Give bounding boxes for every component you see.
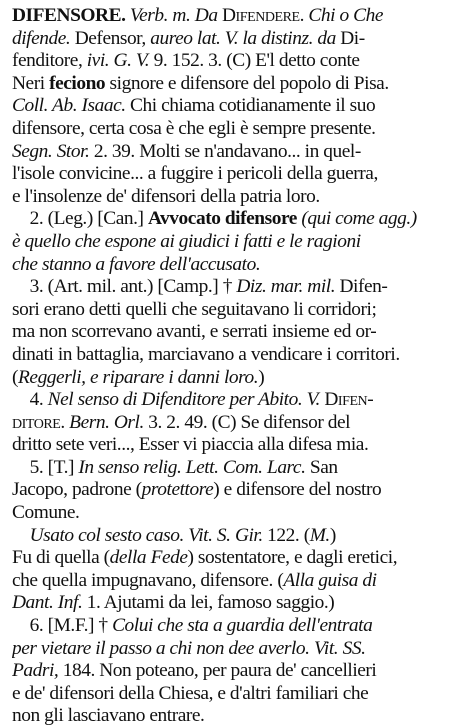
- text-segment: Difen-: [319, 389, 374, 411]
- text-segment: Colui che sta a guardia dell'entrata: [112, 615, 373, 637]
- text-line: [12, 321, 463, 344]
- text-line: [12, 141, 463, 164]
- text-segment: Jacopo, padrone (: [12, 479, 142, 501]
- text-segment: San: [305, 456, 338, 478]
- text-segment: Diz. mar. mil.: [236, 276, 336, 298]
- text-segment: 5. [T.]: [12, 456, 79, 478]
- text-segment: non gli lasciavano entrare.: [12, 705, 205, 727]
- text-line: [12, 412, 463, 435]
- text-segment: 4.: [12, 389, 48, 411]
- text-segment: Bern. Orl.: [69, 411, 144, 433]
- text-segment: Alla guisa di: [283, 569, 377, 591]
- text-segment: feciono: [49, 72, 106, 94]
- text-segment: per vietare il passo a chi non dee averlo. Vit. SS.: [12, 637, 366, 659]
- text-line: [12, 276, 463, 299]
- text-segment: Chi o Che: [308, 5, 383, 26]
- text-segment: Fu di quella (: [12, 547, 110, 569]
- text-segment: ): [258, 366, 265, 388]
- text-segment: è quello che espone ai giudici i fatti e le ragioni: [12, 230, 361, 252]
- text-segment: Avvocato difensore: [147, 208, 297, 230]
- text-segment: .: [299, 5, 309, 26]
- text-segment: e l'insolenze de' difensori della patria loro.: [12, 185, 320, 207]
- text-line: [12, 28, 463, 51]
- text-line: [12, 660, 463, 683]
- text-line: [12, 389, 463, 412]
- text-segment: Chi chiama cotidianamente il suo: [125, 95, 376, 117]
- text-segment: e de' difensori della Chiesa, e d'altri familiari che: [12, 682, 369, 704]
- text-line: [12, 344, 463, 367]
- text-segment: ma non scorrevano avanti, e serrati insieme ed or-: [12, 321, 377, 343]
- text-line: [12, 705, 463, 728]
- text-segment: (qui come agg.): [296, 208, 417, 230]
- text-segment: dritto sete veri..., Esser vi piaccia alla difesa mia.: [12, 434, 369, 456]
- text-line: [12, 547, 463, 570]
- text-line: [12, 615, 463, 638]
- text-segment: l'isole convicine... a fuggire i pericoli della guerra,: [12, 163, 378, 185]
- text-line: [12, 434, 463, 457]
- text-segment: che stanno a favore dell'accusato.: [12, 253, 261, 275]
- text-segment: 1. Ajutami da lei, famoso saggio.): [82, 592, 335, 614]
- text-segment: ): [329, 524, 336, 546]
- text-line: [12, 592, 463, 615]
- text-segment: aureo lat. V. la distinz. da: [150, 27, 336, 49]
- text-line: [12, 50, 463, 73]
- text-segment: .: [60, 411, 70, 433]
- text-segment: difensore, certa cosa è che egli è sempre presente.: [12, 117, 376, 139]
- text-segment: Difendere: [221, 5, 300, 26]
- text-segment: M.: [309, 524, 330, 546]
- text-line: [12, 570, 463, 593]
- text-segment: protettore: [141, 479, 214, 501]
- text-segment: Reggerli, e riparare i danni loro.: [18, 366, 259, 388]
- text-segment: 122. (: [262, 524, 310, 546]
- text-segment: Usato col sesto caso. Vit. S. Gir.: [29, 524, 263, 546]
- text-line: [12, 118, 463, 141]
- text-line: [12, 186, 463, 209]
- text-segment: Defensor,: [70, 27, 151, 49]
- text-segment: In senso relig. Lett. Com. Larc.: [78, 456, 306, 478]
- text-segment: 184. Non poteano, per paura de' cancellieri: [58, 660, 377, 682]
- text-segment: Comune.: [12, 502, 80, 524]
- text-line: [12, 5, 463, 28]
- text-segment: Verb. m. Da: [129, 5, 222, 26]
- text-segment: 6. [M.F.] †: [12, 615, 113, 637]
- text-segment: Coll. Ab. Isaac.: [12, 95, 126, 117]
- text-segment: DIFENSORE.: [12, 5, 126, 26]
- text-line: [12, 367, 463, 390]
- text-segment: ) sostentatore, e dagli eretici,: [187, 547, 398, 569]
- text-line: [12, 525, 463, 548]
- text-line: [12, 457, 463, 480]
- text-segment: Segn. Stor.: [12, 140, 90, 162]
- text-line: [12, 479, 463, 502]
- text-segment: 9. 152. 3. (C) E'l detto conte: [149, 50, 360, 72]
- text-segment: signore e difensore del popolo di Pisa.: [105, 72, 389, 94]
- text-segment: [12, 525, 30, 546]
- text-segment: Nel senso di Difenditore per Abito. V.: [47, 389, 320, 411]
- text-line: [12, 73, 463, 96]
- text-segment: 3. (Art. mil. ant.) [Camp.] †: [12, 276, 237, 298]
- text-segment: Padri,: [12, 660, 59, 682]
- text-line: [12, 163, 463, 186]
- text-segment: ) e difensore del nostro: [213, 479, 382, 501]
- text-segment: 3. 2. 49. (C) Se difensor del: [143, 411, 351, 433]
- entry-difensore-text: [12, 5, 463, 728]
- text-segment: (: [12, 366, 19, 388]
- text-line: [12, 95, 463, 118]
- text-line: [12, 502, 463, 525]
- text-segment: ivi. G. V.: [86, 50, 150, 72]
- text-segment: difende.: [12, 27, 71, 49]
- text-segment: sori erano detti quelli che seguitavano li corridori;: [12, 298, 377, 320]
- text-line: [12, 254, 463, 277]
- text-line: [12, 208, 463, 231]
- text-segment: 2. 39. Molti se n'andavano... in quel-: [89, 140, 361, 162]
- text-segment: Difen-: [335, 276, 388, 298]
- text-segment: Dant. Inf.: [12, 592, 83, 614]
- text-segment: che quella impugnavano, difensore. (: [12, 569, 284, 591]
- text-segment: Neri: [12, 72, 50, 94]
- text-line: [12, 299, 463, 322]
- text-line: [12, 231, 463, 254]
- text-segment: ditore: [12, 411, 61, 433]
- text-line: [12, 638, 463, 661]
- text-segment: dinati in battaglia, marciavano a vendicare i corritori.: [12, 343, 400, 365]
- text-line: [12, 683, 463, 706]
- text-segment: 2. (Leg.) [Can.]: [12, 208, 148, 230]
- text-segment: della Fede: [109, 547, 188, 569]
- text-segment: Di-: [335, 27, 365, 49]
- text-segment: fenditore,: [12, 50, 87, 72]
